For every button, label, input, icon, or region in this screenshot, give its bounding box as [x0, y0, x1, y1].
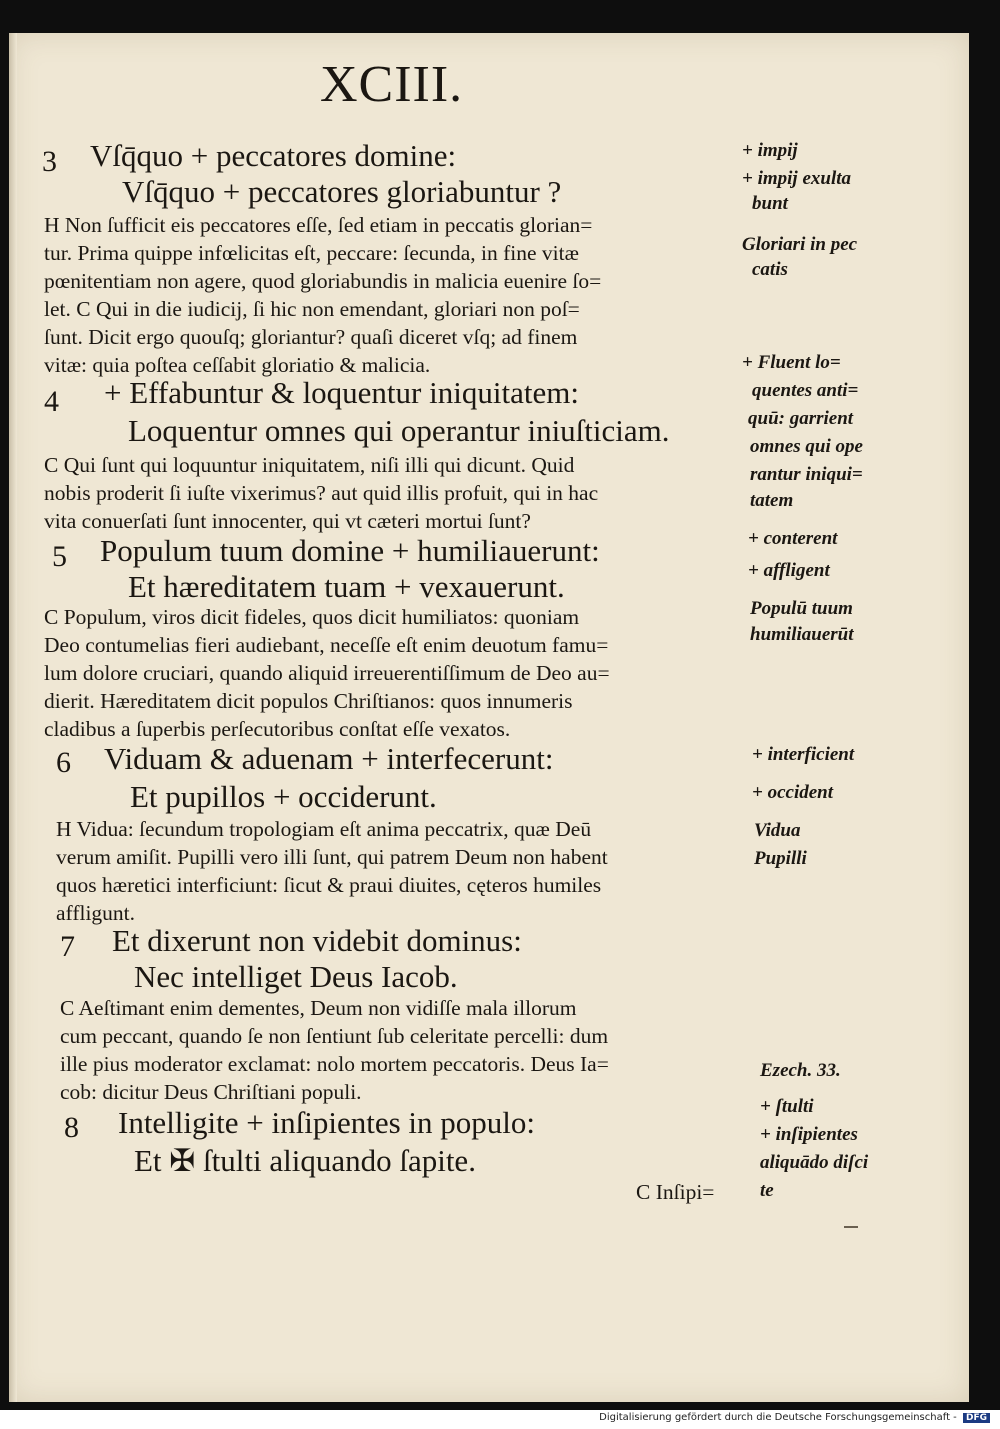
- footer-text: Digitalisierung gefördert durch die Deutsche Forschungsgemeinschaft -: [599, 1412, 957, 1423]
- marginal-note: quentes anti=: [752, 380, 859, 401]
- commentary-line: ſunt. Dicit ergo quouſq; gloriantur? quaſi diceret vſq; ad finem: [44, 325, 578, 349]
- commentary-line: Deo contumelias fieri audiebant, neceſſe eſt enim deuotum famu=: [44, 633, 609, 657]
- dfg-logo: DFG: [963, 1413, 990, 1423]
- marginal-note: + interficient: [752, 744, 855, 765]
- commentary-line: C Aeſtimant enim dementes, Deum non vidiſſe mala illorum: [60, 996, 577, 1020]
- verse-number: 4: [44, 385, 59, 418]
- marginal-note: rantur iniqui=: [750, 464, 863, 485]
- marginal-note: + Fluent lo=: [742, 352, 841, 373]
- verse-line: Vſq̄quo + peccatores gloriabuntur ?: [122, 174, 562, 209]
- verse-line: Viduam & aduenam + interfecerunt:: [104, 741, 554, 776]
- verse-line: Et hæreditatem tuam + vexauerunt.: [128, 569, 565, 604]
- marginal-note: Pupilli: [754, 848, 807, 869]
- verse-line: + Effabuntur & loquentur iniquitatem:: [104, 375, 579, 410]
- verse-number: 6: [56, 746, 71, 779]
- marginal-note: Gloriari in pec: [742, 234, 858, 255]
- verse-line: Populum tuum domine + humiliauerunt:: [100, 533, 600, 568]
- commentary-line: quos hæretici interficiunt: ſicut & praui diuites, cęteros humiles: [56, 873, 602, 897]
- marginal-note: + impij: [742, 140, 798, 161]
- marginal-note: Populū tuum: [750, 598, 853, 619]
- marginal-note: + conterent: [748, 528, 838, 549]
- marginal-note: quū: garrient: [748, 408, 854, 429]
- marginal-note: + impij exulta: [742, 168, 851, 189]
- verse-number: 5: [52, 540, 67, 573]
- commentary-line: cob: dicitur Deus Chriſtiani populi.: [60, 1080, 362, 1104]
- marginal-note: + ſtulti: [760, 1096, 814, 1117]
- verse-number: 7: [60, 930, 75, 963]
- verse-line: Et dixerunt non videbit dominus:: [112, 923, 522, 958]
- commentary-line: tur. Prima quippe infœlicitas eſt, peccare: ſecunda, in fine vitæ: [44, 241, 579, 265]
- marginal-note: humiliauerūt: [750, 624, 854, 645]
- marginal-note: omnes qui ope: [750, 436, 863, 457]
- commentary-line: vita conuerſati ſunt innocenter, qui vt cæteri mortui ſunt?: [44, 509, 531, 533]
- marginal-note: + inſipientes: [760, 1124, 858, 1145]
- marginal-note: catis: [752, 259, 788, 280]
- marginal-note: Vidua: [754, 820, 801, 841]
- marginal-note: te: [760, 1180, 774, 1201]
- commentary-line: nobis proderit ſi iuſte vixerimus? aut quid illis profuit, qui in hac: [44, 481, 599, 505]
- commentary-line: C Populum, viros dicit fideles, quos dicit humiliatos: quoniam: [44, 605, 580, 629]
- commentary-line: affligunt.: [56, 901, 136, 925]
- marginal-note: + affligent: [748, 560, 830, 581]
- verse-number: 3: [42, 145, 57, 178]
- commentary-line: dierit. Hæreditatem dicit populos Chriſtianos: quos innumeris: [44, 689, 573, 713]
- commentary-line: H Non ſufficit eis peccatores eſſe, ſed etiam in peccatis glorian=: [44, 213, 593, 237]
- footer-credit: [570, 1412, 990, 1423]
- marginal-note: bunt: [752, 193, 788, 214]
- marginal-note: aliquādo diſci: [760, 1152, 869, 1173]
- page-header-roman-numeral: XCIII.: [320, 56, 464, 113]
- page-gutter-shadow: [9, 33, 17, 1402]
- commentary-line: verum amiſit. Pupilli vero illi ſunt, qui patrem Deum non habent: [56, 845, 608, 869]
- verse-line: Nec intelliget Deus Iacob.: [134, 959, 458, 994]
- verse-line: Vſq̄quo + peccatores domine:: [90, 138, 457, 173]
- verse-line: Et pupillos + occiderunt.: [130, 779, 437, 814]
- page-mark: [844, 1226, 858, 1228]
- verse-number: 8: [64, 1111, 79, 1144]
- commentary-line: C Qui ſunt qui loquuntur iniquitatem, niſi illi qui dicunt. Quid: [44, 453, 575, 477]
- commentary-line: vitæ: quia poſtea ceſſabit gloriatio & malicia.: [44, 353, 431, 377]
- verse-line: Intelligite + inſipientes in populo:: [118, 1105, 535, 1140]
- marginal-note: Ezech. 33.: [760, 1060, 841, 1081]
- commentary-line: lum dolore cruciari, quando aliquid irreuerentiſſimum de Deo au=: [44, 661, 610, 685]
- commentary-line: let. C Qui in die iudicij, ſi hic non emendant, gloriari non poſ=: [44, 297, 580, 321]
- marginal-note: tatem: [750, 490, 794, 511]
- catchword: C Inſipi=: [636, 1180, 715, 1204]
- commentary-line: ille pius moderator exclamat: nolo mortem peccatoris. Deus Ia=: [60, 1052, 609, 1076]
- verse-line: Et ✠ ſtulti aliquando ſapite.: [134, 1143, 476, 1178]
- commentary-line: cladibus a ſuperbis perſecutoribus conſtat eſſe vexatos.: [44, 717, 511, 741]
- marginal-note: + occident: [752, 782, 834, 803]
- commentary-line: H Vidua: ſecundum tropologiam eſt anima peccatrix, quæ Deū: [56, 817, 592, 841]
- commentary-line: cum peccant, quando ſe non ſentiunt ſub celeritate percelli: dum: [60, 1024, 609, 1048]
- verse-line: Loquentur omnes qui operantur iniuſticiam.: [128, 413, 670, 448]
- commentary-line: pœnitentiam non agere, quod gloriabundis in malicia euenire ſo=: [44, 269, 602, 293]
